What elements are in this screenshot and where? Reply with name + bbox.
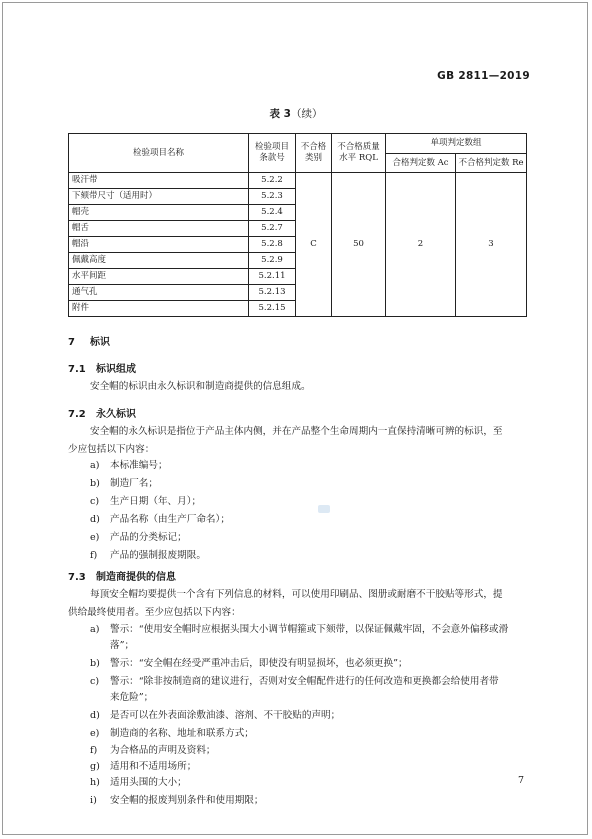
item-name: 吸汗带 [69, 173, 249, 189]
table-caption [0, 106, 592, 121]
item-clause: 5.2.9 [249, 253, 296, 269]
item-name: 下颏带尺寸（适用时） [69, 189, 249, 205]
section-7-3-text-line2: 供给最终使用者。至少应包括以下内容： [68, 607, 241, 618]
section-7-1-text: 安全帽的标识由永久标识和制造商提供的信息组成。 [90, 381, 311, 392]
list-item: f) 产品的强制报废期限。 [90, 550, 206, 561]
section-7-3-text-line1: 每顶安全帽均要提供一个含有下列信息的材料，可以使用印刷品、图册或耐磨不干胶贴等形式，提 [90, 589, 503, 600]
list-item: i) 安全帽的报废判别条件和使用期限； [90, 795, 264, 806]
rql-value: 50 [332, 173, 386, 317]
item-clause: 5.2.4 [249, 205, 296, 221]
header-judgement-group: 单项判定数组 [386, 134, 527, 154]
watermark-mark [318, 505, 330, 513]
section-7-2-text-line2: 少应包括以下内容： [68, 444, 155, 455]
item-clause: 5.2.15 [249, 301, 296, 317]
list-item: d) 产品名称（由生产厂命名）； [90, 514, 230, 525]
item-name: 佩戴高度 [69, 253, 249, 269]
list-item: a) 警示：“使用安全帽时应根据头围大小调节帽箍或下颏带，以保证佩戴牢固，不会意外偏移或滑 [90, 624, 509, 635]
list-item: e) 制造商的名称、地址和联系方式； [90, 728, 254, 739]
header-clause: 检验项目 条款号 [249, 134, 296, 173]
list-item: h) 适用头围的大小； [90, 777, 187, 788]
list-item: c) 警示：“除非按制造商的建议进行，否则对安全帽配件进行的任何改造和更换都会给使用者带 [90, 676, 499, 687]
header-category: 不合格 类别 [296, 134, 332, 173]
item-name: 附件 [69, 301, 249, 317]
standard-number: GB 2811—2019 [437, 70, 530, 82]
re-value: 3 [456, 173, 527, 317]
header-ac: 合格判定数 Ac [386, 154, 456, 173]
table-caption-continued: （续） [290, 108, 323, 120]
list-item: e) 产品的分类标记； [90, 532, 187, 543]
table-caption-number: 表 3 [269, 108, 291, 120]
table-row [69, 173, 527, 189]
page-number: 7 [517, 775, 524, 786]
item-clause: 5.2.3 [249, 189, 296, 205]
inspection-table [68, 133, 527, 317]
ac-value: 2 [386, 173, 456, 317]
item-clause: 5.2.8 [249, 237, 296, 253]
list-item: d) 是否可以在外表面涂敷油漆、溶剂、不干胶贴的声明； [90, 710, 341, 721]
header-rql: 不合格质量 水平 RQL [332, 134, 386, 173]
category-value: C [296, 173, 332, 317]
item-clause: 5.2.11 [249, 269, 296, 285]
section-7-heading: 7 标识 [68, 337, 110, 348]
list-item: g) 适用和不适用场所； [90, 761, 197, 772]
section-7-2-heading: 7.2 永久标识 [68, 409, 136, 420]
item-clause: 5.2.13 [249, 285, 296, 301]
item-name: 帽舌 [69, 221, 249, 237]
item-name: 帽壳 [69, 205, 249, 221]
item-name: 通气孔 [69, 285, 249, 301]
list-item: c) 生产日期（年、月）； [90, 496, 202, 507]
list-item: f) 为合格品的声明及资料； [90, 745, 216, 756]
section-7-2-text-line1: 安全帽的永久标识是指位于产品主体内侧，并在产品整个生命周期内一直保持清晰可辨的标识，至 [90, 426, 503, 437]
list-item: b) 制造厂名； [90, 478, 158, 489]
list-item: a) 本标准编号； [90, 460, 168, 471]
list-item-continuation: 落”； [110, 640, 135, 651]
section-7-1-heading: 7.1 标识组成 [68, 364, 136, 375]
list-item: b) 警示：“安全帽在经受严重冲击后，即使没有明显损坏，也必须更换”； [90, 658, 408, 669]
item-name: 水平间距 [69, 269, 249, 285]
item-name: 帽沿 [69, 237, 249, 253]
header-re: 不合格判定数 Re [456, 154, 527, 173]
item-clause: 5.2.2 [249, 173, 296, 189]
header-item-name: 检验项目名称 [69, 134, 249, 173]
section-7-3-heading: 7.3 制造商提供的信息 [68, 572, 176, 583]
list-item-continuation: 来危险”； [110, 692, 154, 703]
item-clause: 5.2.7 [249, 221, 296, 237]
